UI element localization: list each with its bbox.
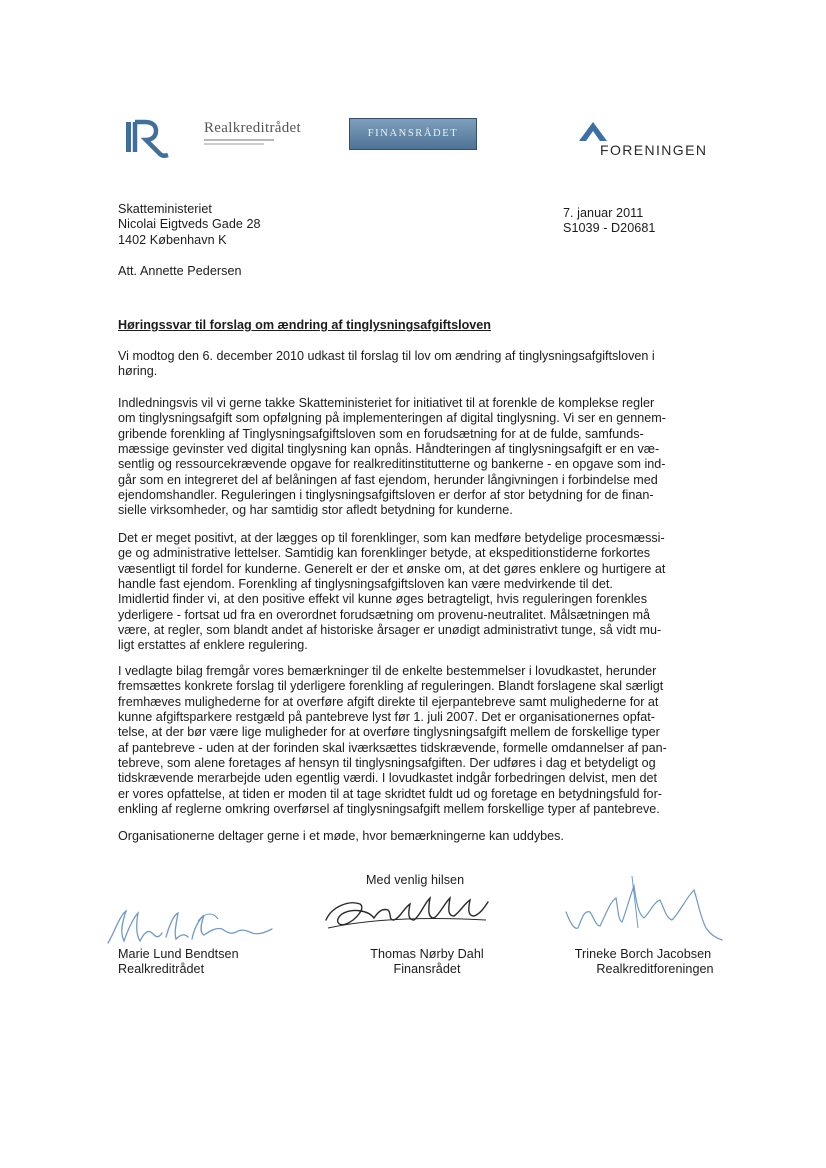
paragraph-line: Indledningsvis vil vi gerne takke Skatteministeriet for initiativet til at forenkle de komplekse regler [118,396,655,410]
paragraph-line: ge og administrative lettelser. Samtidig kan forenklinger betyde, at ekspeditionstiderne forkortes [118,546,651,561]
signatory-2 [362,947,492,978]
realkreditforeningen-logo [578,120,718,160]
signature-3-handwriting [560,872,730,942]
signature-1-handwriting [100,903,280,953]
paragraph-line: Organisationerne deltager gerne i et møde, hvor bemærkningerne kan uddybes. [118,829,564,843]
realkreditraadet-logo [124,118,174,160]
body-paragraph-1 [118,349,722,380]
signatory-3 [566,947,720,978]
realkreditraadet-tagline [204,139,274,141]
letter-date: 7. januar 2011 [563,206,644,220]
recipient-address [118,202,261,248]
finansraadet-logo: FINANSRÅDET [349,118,477,150]
paragraph-line: fremsættes konkrete forslag til yderligere forenkling af reguleringen. Blandt forslagene skal særligt [118,679,664,694]
paragraph-line: tebreve, som alene foretages af hensyn til tinglysningsafgiften. Der udføres i dag et betydeligt og [118,756,656,771]
paragraph-line: sielle virksomheder, og har samtidig stor afledt betydning for kunderne. [118,503,513,518]
paragraph-line: tidskrævende merarbejde uden egentlig værdi. I lovudkastet indgår forbedringen delvist, men det [118,771,658,786]
paragraph-line: I vedlagte bilag fremgår vores bemærkninger til de enkelte bestemmelser i lovudkastet, herunder [118,664,657,678]
letterhead-logos [118,112,722,162]
paragraph-line: kunne afgiftsparkere restgæld på pantebreve lyst før 1. juli 2007. Det er organisationernes opfat- [118,710,655,725]
paragraph-line: er vores opfattelse, at tiden er moden til at tage skridtet fuldt ud og foretage en betydningsfuld for- [118,786,662,801]
recipient-line: 1402 København K [118,232,227,247]
paragraph-line: være, at regler, som blandt andet af historiske årsager er unødigt administrativt tunge, så vidt mu- [118,623,662,638]
paragraph-line: går som en integreret del af belåningen af fast ejendom, herunder långivningen i forbindelse med [118,472,658,487]
paragraph-line: Imidlertid finder vi, at den positive effekt vil kunne øges betragteligt, hvis reguleringen forenkles [118,592,647,607]
paragraph-line: yderligere - fortsat ud fra en overordnet forudsætning om provenu-neutralitet. Målsætningen må [118,607,651,622]
body-paragraph-2 [118,396,722,519]
paragraph-line: enkling af reglerne omkring overførsel af tinglysningsafgift mellem forskellige typer af pantebreve. [118,802,660,817]
recipient-attention: Att. Annette Pedersen [118,264,242,278]
recipient-line: Nicolai Eigtveds Gade 28 [118,217,261,232]
letter-subject: Høringssvar til forslag om ændring af tinglysningsafgiftsloven [118,318,491,332]
paragraph-line: høring. [118,364,158,379]
realkreditraadet-tagline-2 [204,143,264,145]
signature-2-handwriting [316,890,496,940]
paragraph-line: Det er meget positivt, at der lægges op til forenklinger, som kan medføre betydelige procesmæssi- [118,531,665,545]
signatory-organisation: Realkreditrådet [118,962,205,977]
paragraph-line: væsentligt til fordel for kunderne. Generelt er der et ønske om, at det gøres enklere og hurtigere at [118,561,666,576]
signatory-name: Thomas Nørby Dahl [370,947,484,961]
body-paragraph-5 [118,829,722,844]
forening-arrow-icon [578,120,608,142]
signatory-name: Marie Lund Bendtsen [118,947,239,961]
paragraph-line: af pantebreve - uden at der forinden skal iværksættes tidskrævende, formelle omdannelser af pan- [118,740,667,755]
paragraph-line: ligt erstattes af enklere regulering. [118,638,308,653]
paragraph-line: Vi modtog den 6. december 2010 udkast til forslag til lov om ændring af tinglysningsafgiftsloven i [118,349,655,363]
rk-monogram-icon [124,118,174,160]
recipient-line: Skatteministeriet [118,202,212,216]
signatory-organisation: Finansrådet [393,962,461,977]
paragraph-line: ejendomshandler. Reguleringen i tinglysningsafgiftsloven er derfor af stor betydning for de finan- [118,488,654,503]
signatory-1 [118,947,239,978]
paragraph-line: telse, at der bør være lige muligheder for at overføre tinglysningsafgift mellem de forskellige typer [118,725,660,740]
realkreditraadet-wordmark: Realkreditrådet [204,120,301,136]
paragraph-line: fremhæves mulighederne for at overføre afgift direkte til ejerpantebreve samt mulighederne for at [118,694,659,709]
signatory-name: Trineke Borch Jacobsen [574,947,712,961]
forening-wordmark: FORENINGEN [600,142,708,158]
paragraph-line: sentlig og ressourcekrævende opgave for realkreditinstitutterne og bankerne - en opgave som ind- [118,457,666,472]
body-paragraph-4 [118,664,722,817]
paragraph-line: gribende forenkling af Tinglysningsafgiftsloven som en forudsætning for at de fulde, samfunds- [118,426,644,441]
closing-greeting: Med venlig hilsen [366,873,465,887]
paragraph-line: handle fast ejendom. Forenkling af tinglysningsafgiftsloven kan være medvirkende til det. [118,577,613,592]
letter-meta [563,206,655,237]
body-paragraph-3 [118,531,722,654]
paragraph-line: om tinglysningsafgift som opfølgning på implementeringen af digital tinglysning. Vi ser en gennem- [118,411,666,426]
paragraph-line: mæssige gevinster ved digital tinglysning kan opnås. Håndteringen af tinglysningsafgift er en væ- [118,442,660,457]
letter-reference: S1039 - D20681 [563,221,656,236]
signatory-organisation: Realkreditforeningen [596,962,714,977]
